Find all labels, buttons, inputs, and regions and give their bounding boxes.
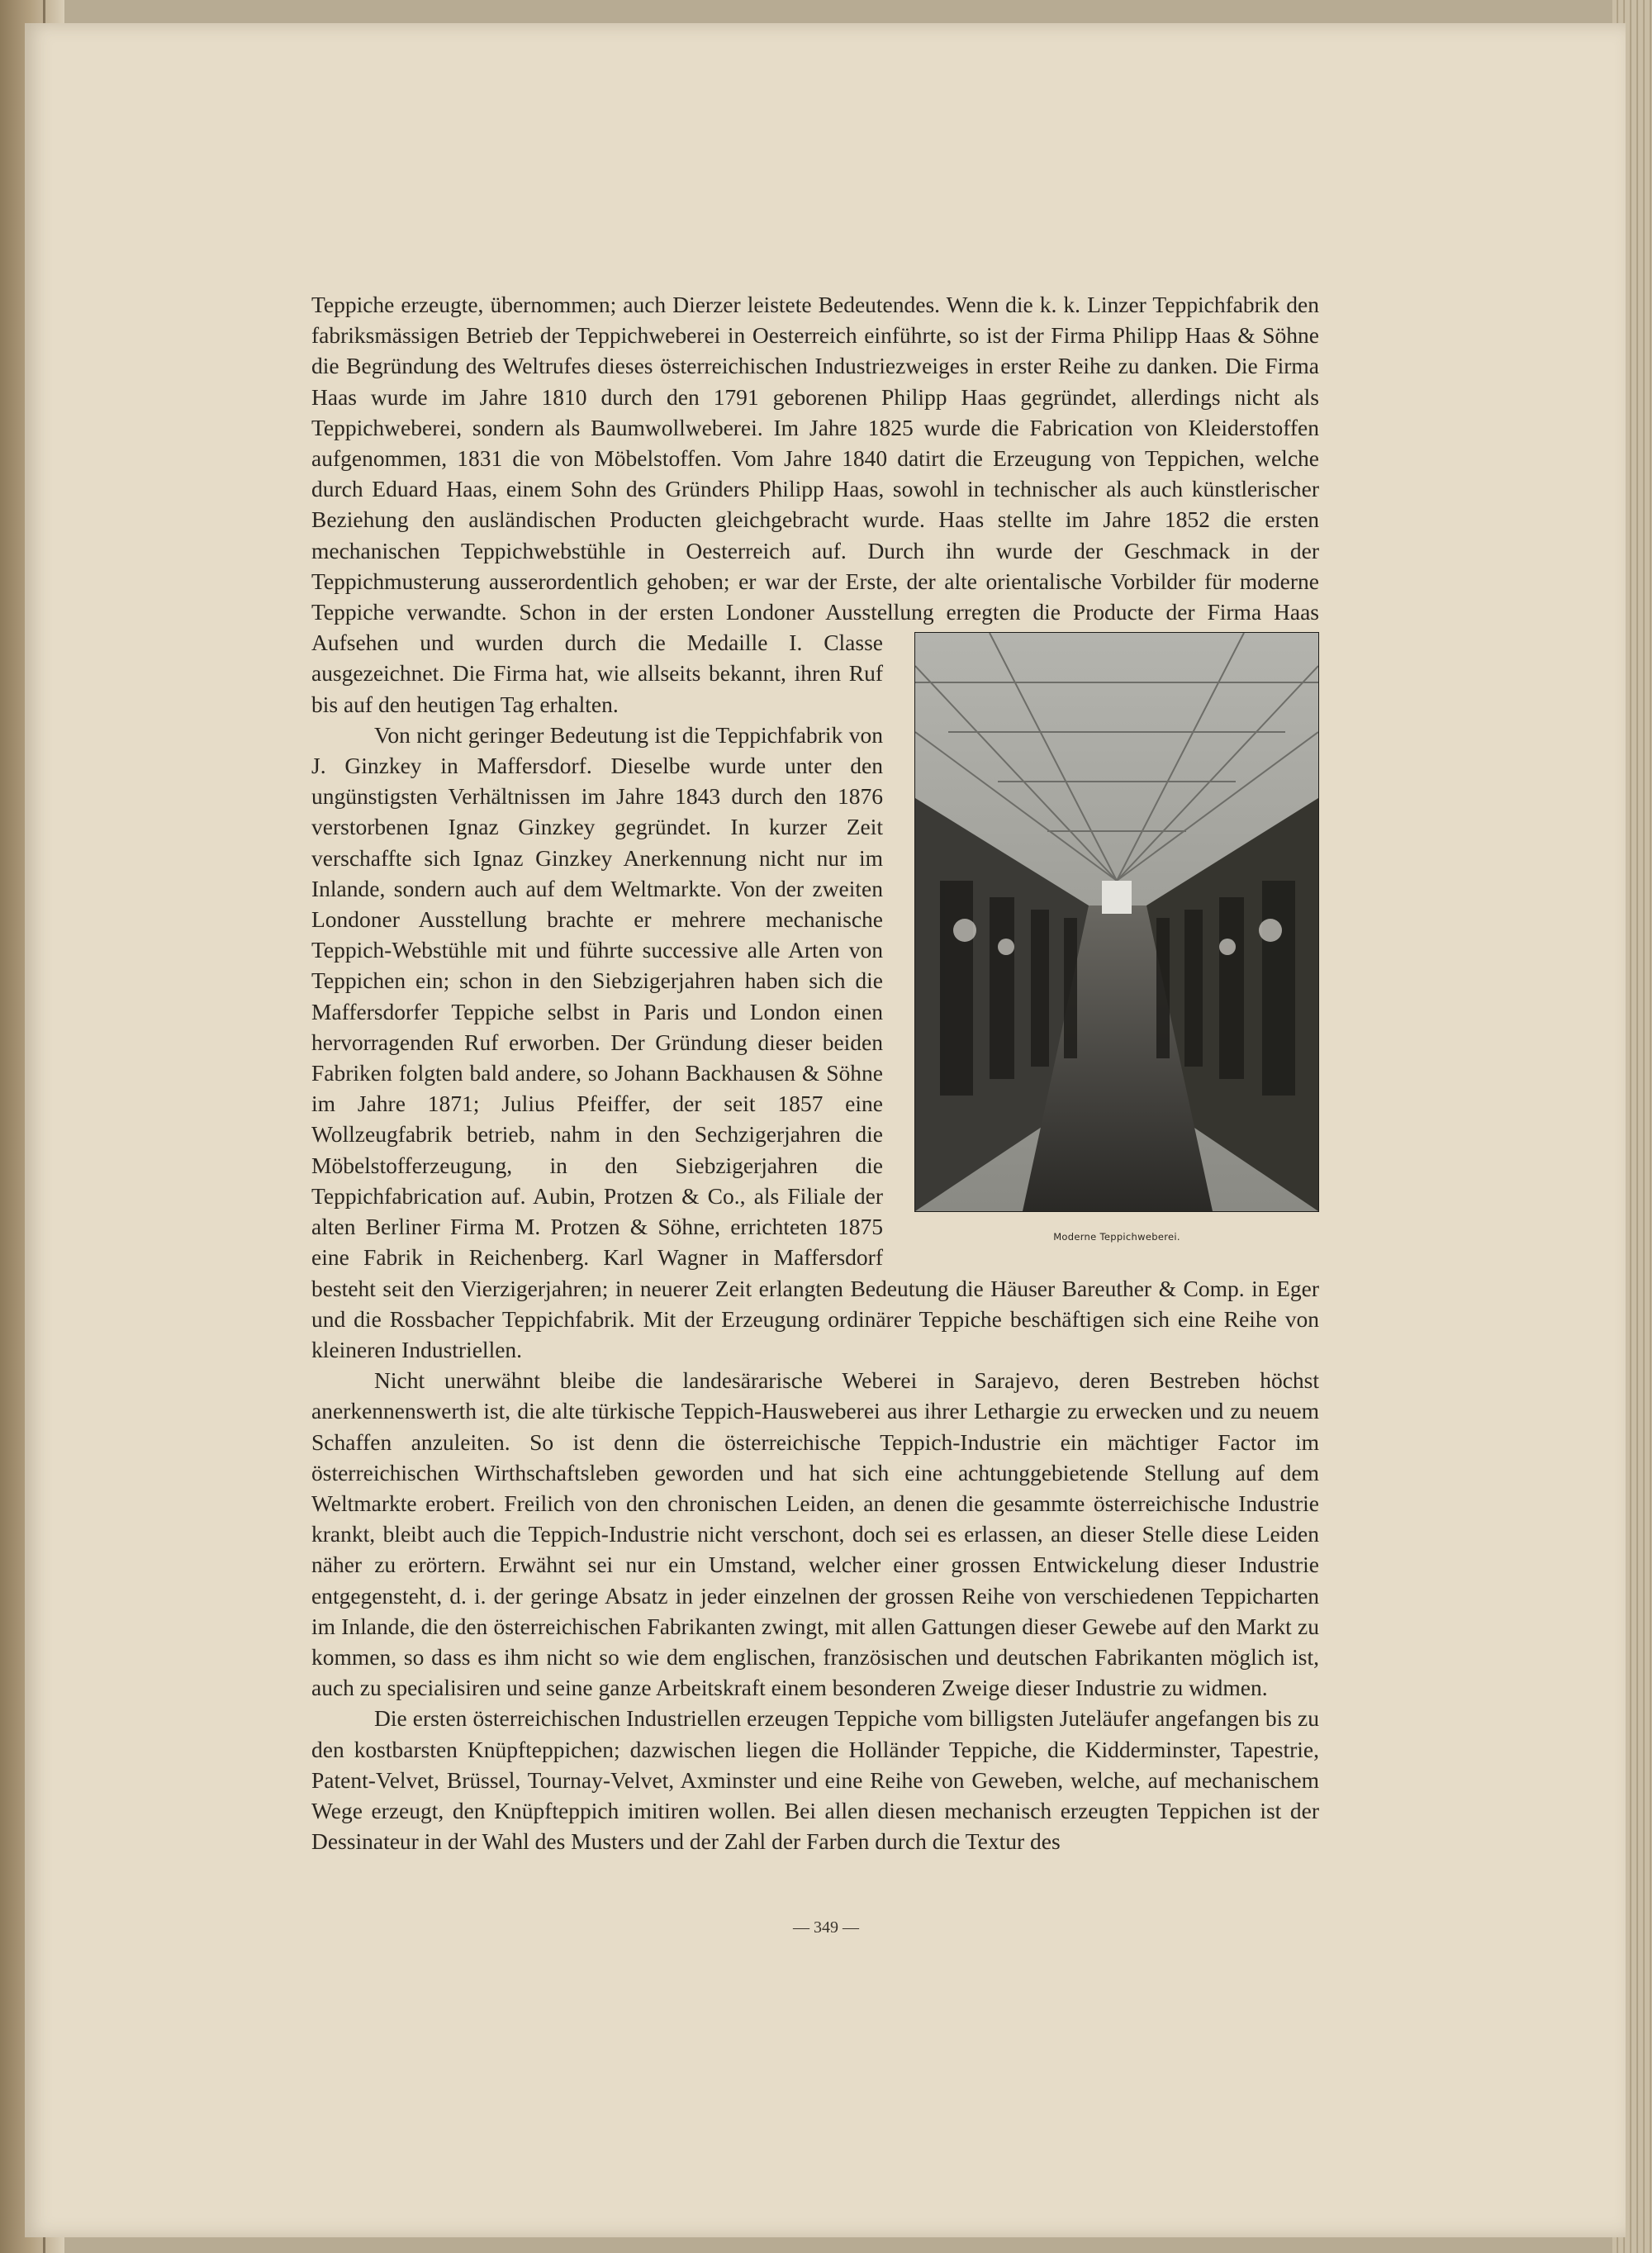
page-number: — 349 — xyxy=(793,1918,859,1937)
figure-caption: Moderne Teppichweberei. xyxy=(1053,1231,1180,1243)
paragraph-1-part-a: Teppiche erzeugte, übernommen; auch Dierzer leistete Bedeutendes. Wenn die k. k. Linzer Teppichfabrik den fabriksmässigen Betrieb der Teppichweberei in Oesterreich einführte, so ist der Firma Philipp Haas & Söhne die Begründung des Weltrufes dieses österreichischen Industriezweiges in erster Reihe zu danken. Die Firma Haas wurde im Jahre 1810 durch den 1791 geborenen Philipp Haas gegründet, allerdings nicht als Teppichweberei, sondern als Baumwollweberei. Im Jahre 1825 wurde die Fabrication von Kleiderstoffen aufgenommen, 1831 die von Möbelstoffen. Vom Jahre 1840 datirt die Erzeugung von Teppichen, welche durch Eduard Haas, einem Sohn des Gründers Philipp Haas, sowohl in technischer als auch künstlerischer Beziehung den ausländischen Producten gleichgebracht wurde. Haas stellte im Jahre 1852 die ersten mechanischen Teppichwebstühle in Oesterreich auf. Durch ihn wurde der Geschmack in der Teppichmusterung ausserordentlich gehoben; er war der Erste, der alte orientalische Vorbilder für moderne Teppiche verwandte. Schon in der ersten Londoner Ausstellung erregten die Producte der Firma Haas Aufsehen und wurden durch die Medaille xyxy=(311,292,1319,656)
figure xyxy=(914,632,1319,1252)
photo-weaving-hall xyxy=(914,632,1319,1212)
paragraph-3: Nicht unerwähnt bleibe die landesärarische Weberei in Sarajevo, deren Bestreben höchst anerkennenswerth ist, die alte türkische Teppich-Hausweberei aus ihrer Lethargie zu erwecken und zu neuem Schaffen anzuleiten. So ist denn die österreichische Teppich-Industrie ein mächtiger Factor im österreichischen Wirthschaftsleben geworden und hat sich eine achtunggebietende Stellung auf dem Weltmarkte erobert. Freilich von den chronischen Leiden, an denen die gesammte österreichische Industrie krankt, bleibt auch die Teppich-Industrie nicht verschont, doch sei es erlassen, an dieser Stelle diese Leiden näher zu erörtern. Erwähnt sei nur ein Umstand, welcher einer grossen Entwickelung dieser Industrie entgegensteht, d. i. der geringe Absatz in jeder einzelnen der grossen Reihe von verschiedenen Teppicharten im Inlande, die den österreichischen Fabrikanten zwingt, mit allen Gattungen dieser Gewebe auf den Markt zu kommen, so dass es ihm nicht so wie dem englischen, französischen und deutschen Fabrikanten möglich ist, auch zu specialisiren und seine ganze Arbeitskraft einem besonderen Zweige dieser Industrie zu widmen. xyxy=(311,1367,1319,1701)
body-text xyxy=(311,289,1319,1856)
paragraph-2: Von nicht geringer Bedeutung ist die Teppichfabrik von J. Ginzkey in Maffersdorf. Dieselbe wurde unter den ungünstigsten Verhältnissen im Jahre 1843 durch den 1876 verstorbenen Ignaz Ginzkey gegründet. In kurzer Zeit verschaffte sich Ignaz Ginzkey Anerkennung nicht nur im Inlande, sondern auch auf dem Weltmarkte. Von der zweiten Londoner Ausstellung brachte er mehrere mechanische Teppich-Webstühle mit und führte successive alle Arten von Teppichen ein; schon in den Siebzigerjahren haben sich die Maffersdorfer Teppiche selbst in Paris und London einen hervorragenden Ruf erworben. Der Gründung dieser beiden Fabriken folgten bald andere, so Johann Backhausen & Söhne im Jahre 1871; Julius Pfeiffer, der seit 1857 eine Wollzeugfabrik betrieb, nahm in den Sechzigerjahren die Möbelstofferzeugung, in den Siebzigerjahren die Teppichfabrication auf. Aubin, Protzen & Co., als Filiale der alten Berliner Firma M. Protzen & Söhne, errichteten 1875 eine Fabrik in Reichenberg. Karl Wagner in Maffersdorf besteht seit den Vierzigerjahren; in neuerer Zeit erlangten Bedeutung die Häuser Bareuther & Comp. in Eger und die Rossbacher Teppichfabrik. Mit der Erzeugung ordinärer Teppiche beschäftigen sich eine Reihe von kleineren Industriellen. xyxy=(311,721,1319,1362)
paragraph-1-part-b: I. Classe ausgezeichnet. Die Firma hat, wie allseits bekannt, ihren Ruf bis auf den heutigen Tag erhalten. xyxy=(311,630,883,717)
paragraph-4: Die ersten österreichischen Industriellen erzeugen Teppiche vom billigsten Juteläufer angefangen bis zu den kostbarsten Knüpfteppichen; dazwischen liegen die Holländer Teppiche, die Kidderminster, Tapestrie, Patent-Velvet, Brüssel, Tournay-Velvet, Axminster und eine Reihe von Geweben, welche, auf mechanischem Wege erzeugt, den Knüpfteppich imitiren wollen. Bei allen diesen mechanisch erzeugten Teppichen ist der Dessinateur in der Wahl des Musters und der Zahl der Farben durch die Textur des xyxy=(311,1705,1319,1855)
weaving-hall-illustration xyxy=(915,633,1318,1211)
